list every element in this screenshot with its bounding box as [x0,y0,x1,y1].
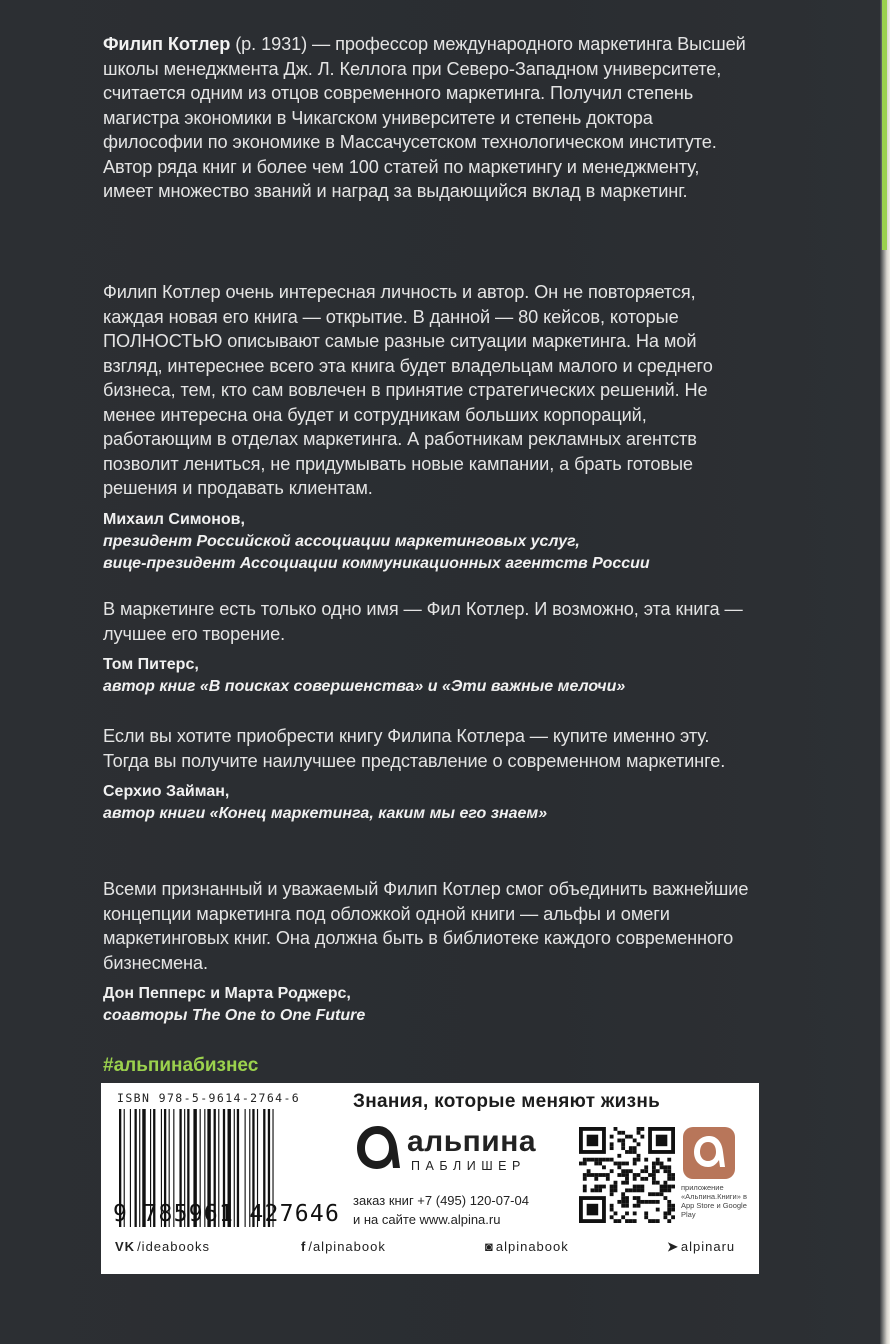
review-4 [103,877,753,1027]
review-author: Серхио Займан, [103,783,230,800]
app-caption: приложение «Альпина.Книги» в App Store и Google Play [681,1183,747,1219]
facebook-icon: f [301,1239,307,1254]
barcode-number: 9 785961 427646 [113,1201,341,1227]
review-3 [103,724,753,825]
order-info [353,1191,529,1229]
social-label: /ideabooks [137,1239,210,1254]
review-role: президент Российской ассоциации маркетинговых услуг, [103,532,580,550]
review-text: Если вы хотите приобрести книгу Филипа Котлера — купите именно эту. Тогда вы получите наилучшее представление о современном маркетинге. [103,726,726,771]
app-icon [683,1127,735,1179]
instagram-icon: ◙ [485,1239,494,1254]
review-role: автор книг «В поисках совершенства» и «Эти важные мелочи» [103,678,626,695]
logo-subtitle: ПАБЛИШЕР [411,1159,526,1173]
review-2 [103,597,753,698]
social-links [115,1239,747,1261]
review-attribution [103,983,753,1027]
publisher-slogan: Знания, которые меняют жизнь [353,1091,661,1112]
review-role: автор книги «Конец маркетинга, каким мы его знаем» [103,805,548,822]
hashtag: #альпинабизнес [103,1055,259,1076]
logo-name: альпина [407,1125,537,1158]
review-text: Филип Котлер очень интересная личность и автор. Он не повторяется, каждая новая его книга — открытие. В данной — 80 кейсов, которые ПОЛНОСТЬЮ описывают самые разные ситуации маркетинга. На мой взгляд, интереснее всего эта книга будет владельцам малого и среднего бизнеса, тем, кто сам вовлечен в принятие стратегических решений. Не менее интересна она будет и сотрудникам больших корпораций, работающим в отделах маркетинга. А работникам рекламных агентств позволит лениться, не придумывать новые кампании, а брать готовые решения и продавать клиентам. [103,282,713,498]
review-attribution [103,781,753,825]
social-instagram[interactable] [485,1239,569,1254]
telegram-icon: ➤ [667,1239,679,1254]
publisher-logo [353,1123,553,1179]
review-author: Том Питерс, [103,656,199,673]
social-label: /alpinabook [308,1239,386,1254]
social-vk[interactable] [115,1239,210,1254]
bio-paragraph [103,32,753,204]
author-bio [103,32,753,204]
author-name: Филип Котлер [103,34,231,54]
social-facebook[interactable] [301,1239,386,1254]
isbn: ISBN 978-5-9614-2764-6 [117,1091,301,1105]
bio-text: (р. 1931) — профессор международного маркетинга Высшей школы менеджмента Дж. Л. Келлога при Северо-Западном университете, считается одним из отцов современного маркетинга. Получил степень магистра экономики в Чикагском университете и степень доктора философии по экономике в Массачусетском технологическом институте. Автор ряда книг и более чем 100 статей по маркетингу и менеджменту, имеет множество званий и наград за выдающийся вклад в маркетинг. [103,34,746,201]
review-1 [103,280,753,575]
social-label: alpinabook [495,1239,569,1254]
social-telegram[interactable] [667,1239,735,1255]
vk-icon: VK [115,1239,136,1254]
review-attribution [103,654,753,698]
publisher-panel [101,1083,759,1274]
review-role: вице-президент Ассоциации коммуникационных агентств России [103,554,650,572]
review-text: Всеми признанный и уважаемый Филип Котлер смог объединить важнейшие концепции маркетинга под обложкой одной книги — альфы и омеги маркетинговых книг. Она должна быть в библиотеке каждого современного бизнесмена. [103,879,749,973]
review-role: соавторы The One to One Future [103,1007,366,1024]
alpina-logo-icon [353,1123,403,1175]
review-text: В маркетинге есть только одно имя — Фил Котлер. И возможно, эта книга — лучшее его творение. [103,599,743,644]
review-attribution [103,509,753,575]
spine-accent [882,0,887,250]
review-author: Дон Пепперс и Марта Роджерс, [103,985,351,1002]
order-phone: заказ книг +7 (495) 120-07-04 [353,1193,529,1208]
social-label: alpinaru [680,1239,736,1254]
order-website: и на сайте www.alpina.ru [353,1212,501,1227]
review-author: Михаил Симонов, [103,510,245,528]
qr-code-icon [579,1127,675,1223]
